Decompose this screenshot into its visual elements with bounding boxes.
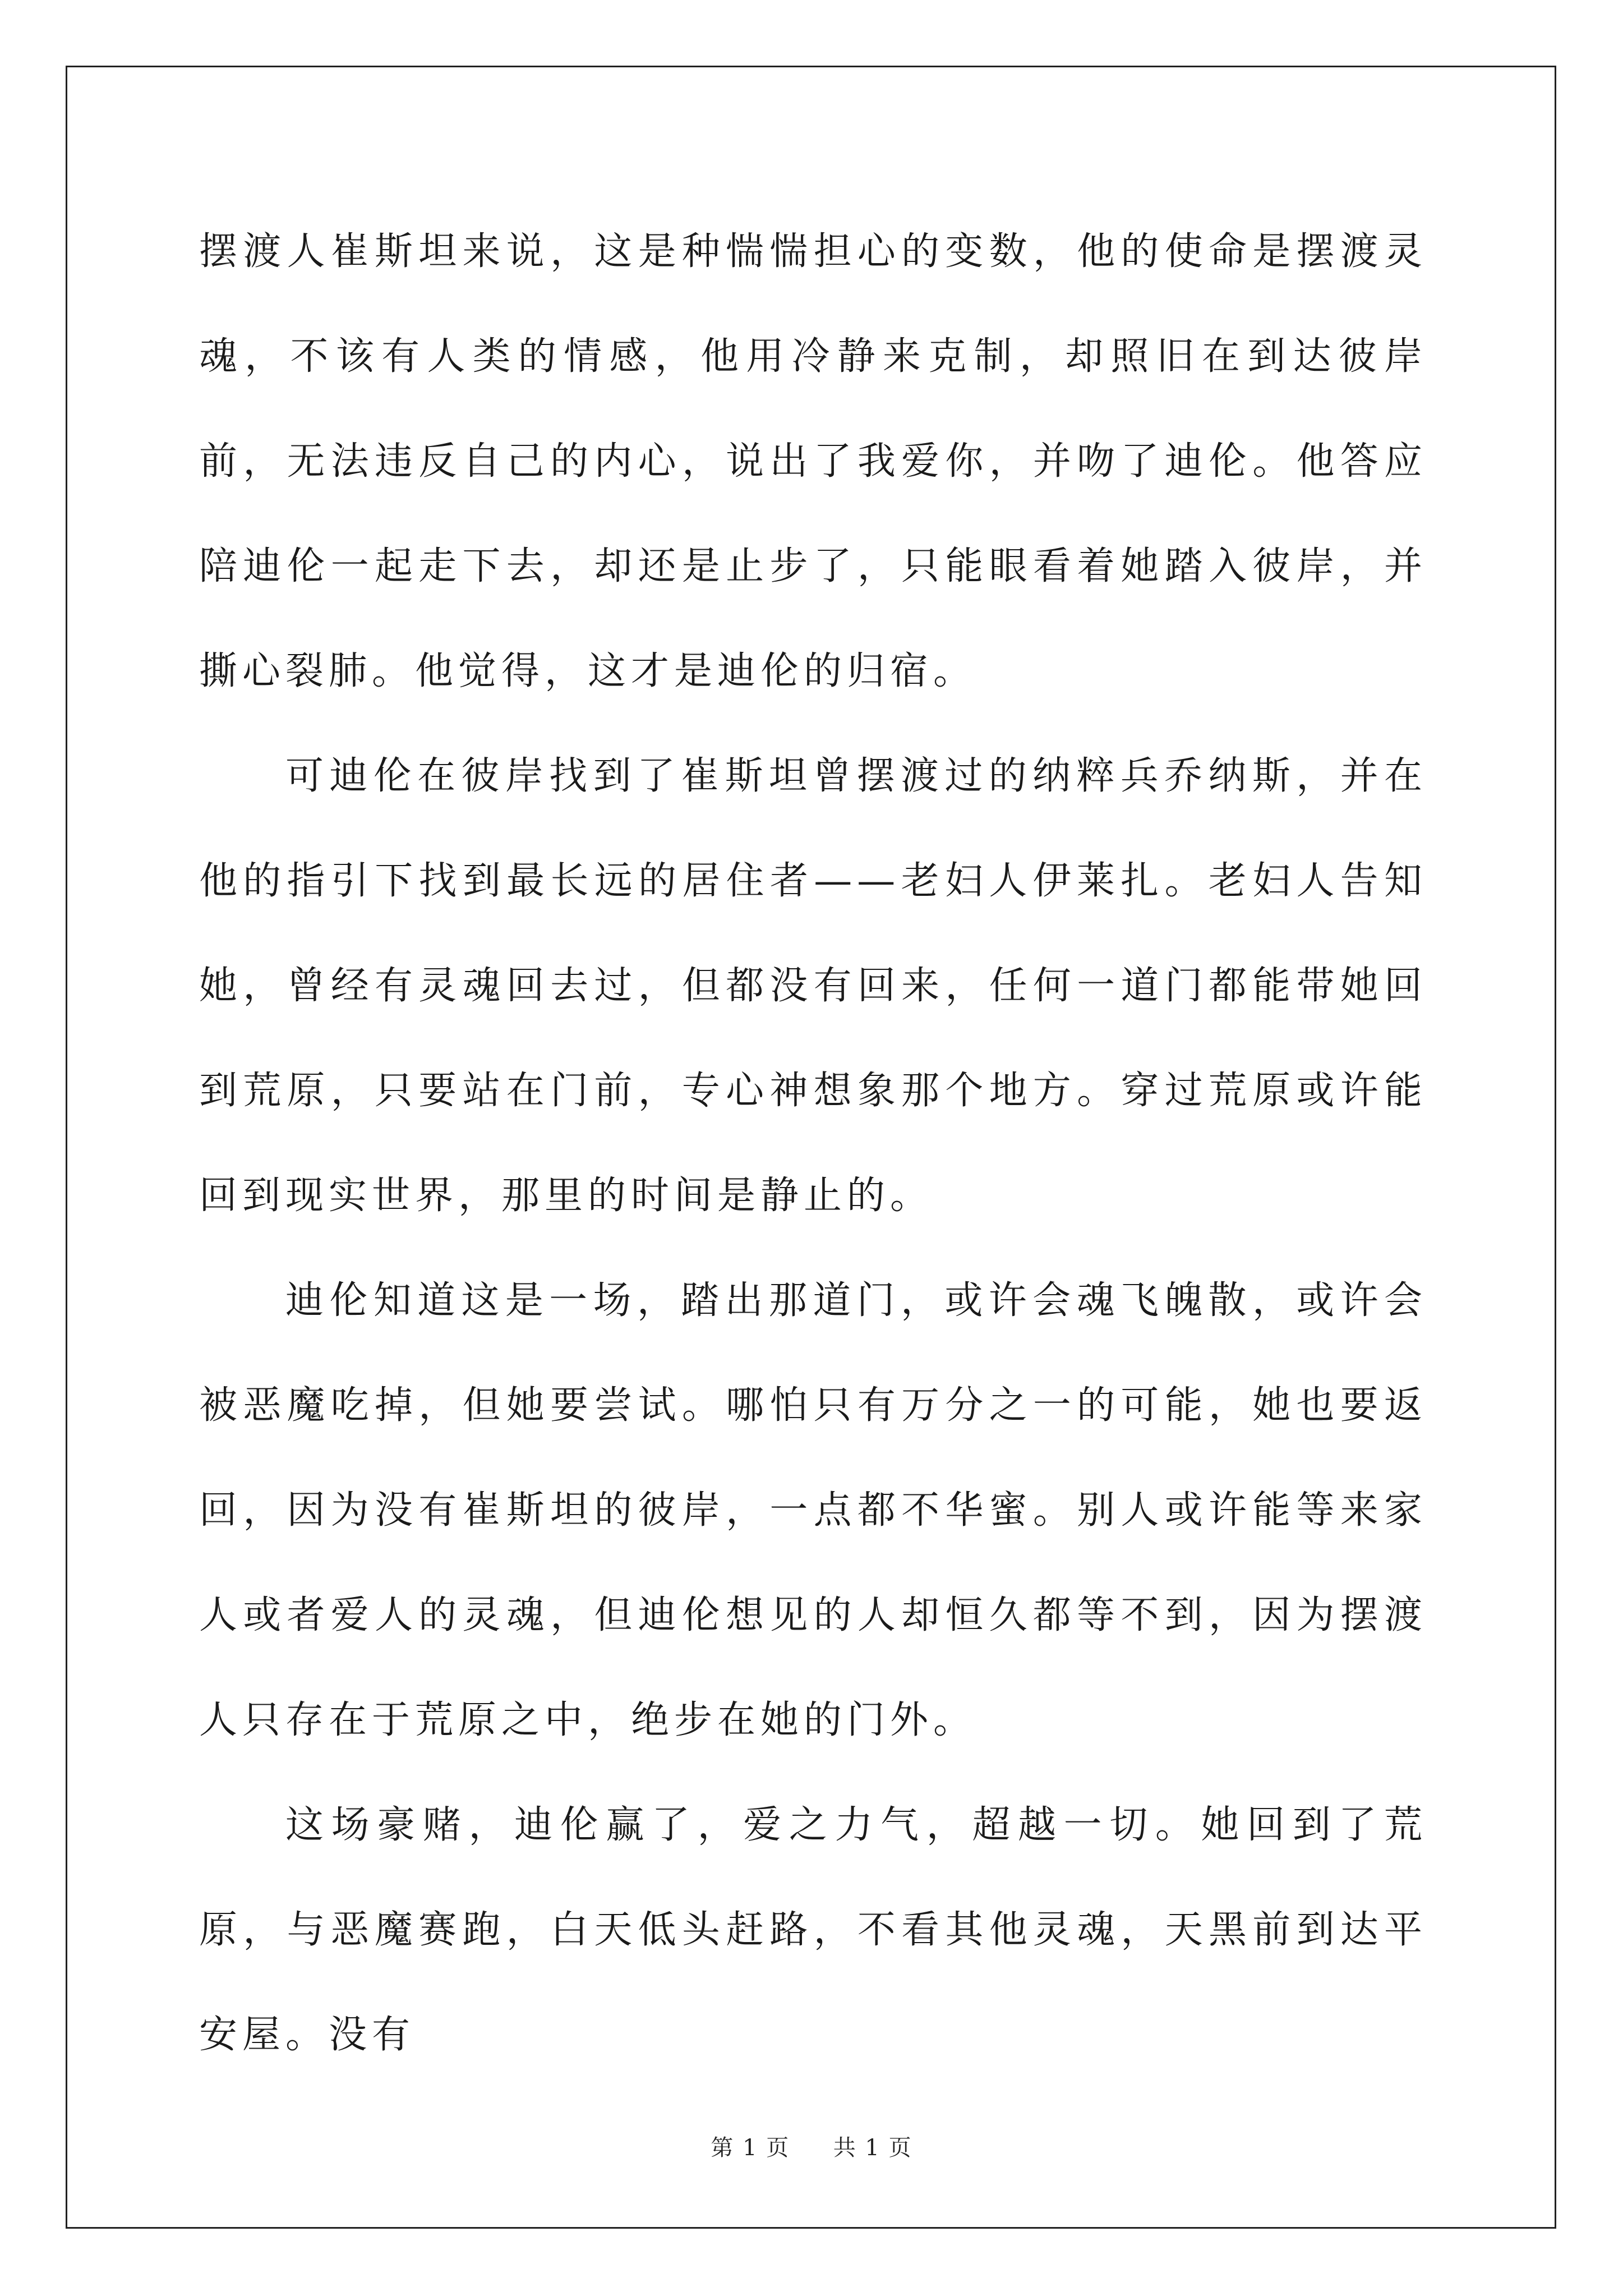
paragraph-2: 可迪伦在彼岸找到了崔斯坦曾摆渡过的纳粹兵乔纳斯，并在他的指引下找到最长远的居住者——老妇人伊莱扎。老妇人告知她，曾经有灵魂回去过，但都没有回来，任何一道门都能带她回到荒原，只要站在门前，专心神想象那个地方。穿过荒原或许能回到现实世界，那里的时间是静止的。	[199, 754, 1427, 1218]
document-body	[199, 199, 1427, 2087]
page-footer	[0, 2134, 1623, 2162]
paragraph-4: 这场豪赌，迪伦赢了，爱之力气，超越一切。她回到了荒原，与恶魔赛跑，白天低头赶路，不看其他灵魂，天黑前到达平安屋。没有	[199, 1803, 1427, 2057]
page-total: 共 1 页	[833, 2135, 912, 2161]
page-number: 第 1 页	[711, 2135, 790, 2161]
paragraph-1: 摆渡人崔斯坦来说，这是种惴惴担心的变数，他的使命是摆渡灵魂，不该有人类的情感，他用冷静来克制，却照旧在到达彼岸前，无法违反自己的内心，说出了我爱你，并吻了迪伦。他答应陪迪伦一起走下去，却还是止步了，只能眼看着她踏入彼岸，并撕心裂肺。他觉得，这才是迪伦的归宿。	[199, 229, 1427, 693]
paragraph-3: 迪伦知道这是一场，踏出那道门，或许会魂飞魄散，或许会被恶魔吃掉，但她要尝试。哪怕只有万分之一的可能，她也要返回，因为没有崔斯坦的彼岸，一点都不华蜜。别人或许能等来家人或者爱人的灵魂，但迪伦想见的人却恒久都等不到，因为摆渡人只存在于荒原之中，绝步在她的门外。	[199, 1278, 1427, 1742]
